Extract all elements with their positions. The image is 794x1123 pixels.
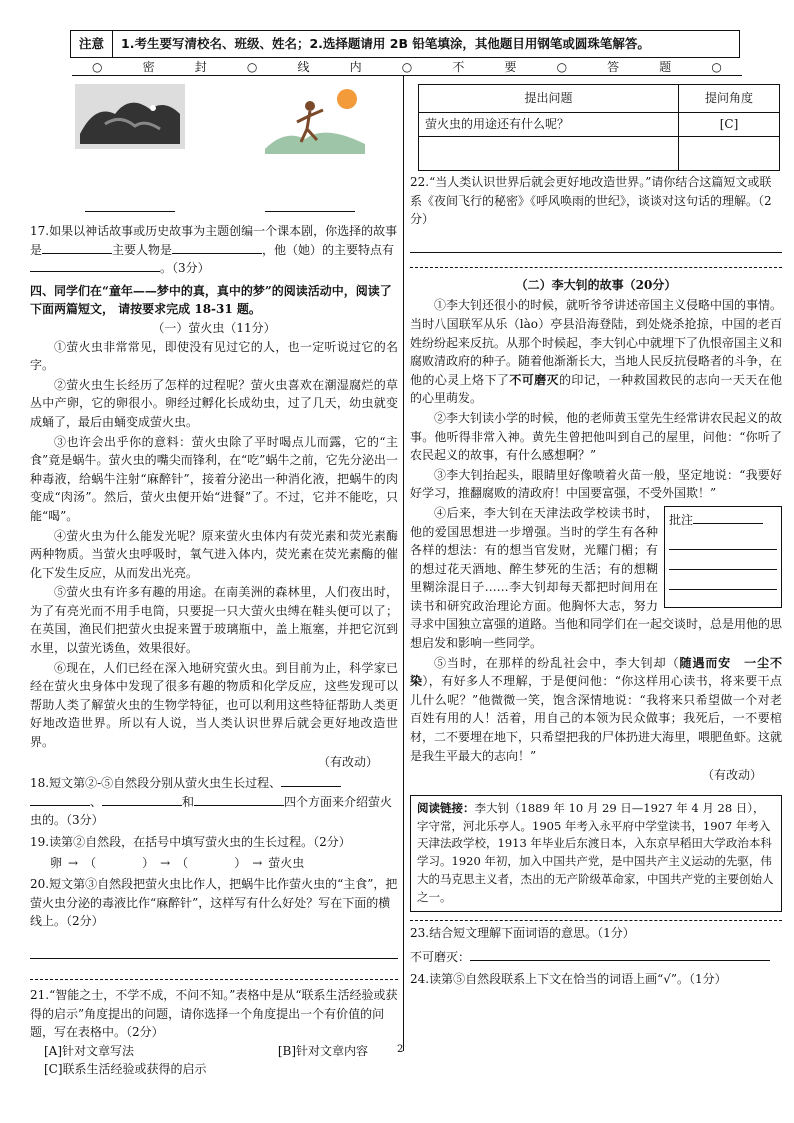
annotation-label: 批注 [669,512,694,527]
q18-text: 18.短文第②-⑤自然段分别从萤火虫生长过程、 [30,776,282,791]
table-header: 提问角度 [679,85,780,113]
seal-mark: ○ [401,60,413,75]
flow-paren: （ [84,855,97,870]
seal-mark: ○ [92,60,103,75]
seal-mark: ○ [711,60,722,75]
q23-word-row [410,948,782,967]
option-a[interactable]: [A]针对文章写法 [44,1043,135,1058]
adapted-note: （有改动） [701,768,762,783]
q18-blank[interactable] [30,793,90,806]
divider-line [30,979,398,980]
q17-text: 主要人物是 [112,242,173,257]
seal-mark: ○ [556,60,568,75]
question-table [418,84,780,171]
question-17 [30,222,398,278]
option-c[interactable]: [C]联系生活经验或获得的启示 [44,1062,207,1077]
annotation-box[interactable] [664,506,782,608]
question-22: 22.“当人类认识世界后就会更好地改造世界。”请你结合这篇短文或联系《夜间飞行的秘密》《呼风唤雨的世纪》，谈谈对这句话的理解。（2分） [410,175,772,227]
flow-paren: ） [142,855,155,870]
seal-char: 密 [142,60,155,75]
table-header: 提出问题 [419,85,679,113]
q21-options [30,1042,398,1061]
q18-blank[interactable] [281,774,341,787]
reading-link-box [410,795,782,912]
seal-char: 答 [607,60,620,75]
reading-link-label: 阅读链接： [417,800,475,815]
question-24: 24.读第⑤自然段联系上下文在恰当的词语上画“√”。（1分） [410,971,727,986]
page-number: 2 [397,1044,404,1055]
q18-text: 四个方面来介绍萤火虫的。（3分） [30,794,393,828]
reading-link-text: 李大钊（1889 年 10 月 29 日—1927 年 4 月 28 日），字守常，河北乐亭人。1905 年考入永平府中学堂读书，1907 年考入天津法政学校，1913 年毕业后东渡日本，入东京早稻田大学政治本科学习。1920 年初，加入中国共产党，是中国共产主义运动的先驱，伟大的马克思主义者，杰出的无产阶级革命家，中国共产党的主要创始人之一。 [417,800,774,904]
firefly-paragraph: ①萤火虫非常常见，即使没有见过它的人，也一定听说过它的名字。 [30,339,398,373]
p1-bold: 不可磨灭 [509,372,559,387]
q23-word: 不可磨灭： [410,950,471,965]
answer-line[interactable] [410,237,782,253]
lidazhao-paragraph: ③李大钊抬起头，眼睛里好像喷着火苗一般，坚定地说：“我要好好学习，推翻腐败的清政府！中国要富强，不受外国欺！” [410,467,782,501]
q17-text: 。（3分） [160,261,210,276]
question-19: 19.读第②自然段，在括号中填写萤火虫的生长过程。（2分） [30,835,351,849]
lidazhao-paragraph [410,296,782,408]
caption-blanks [85,202,355,212]
p5-text: ），有好多人不理解，于是便问他：“你这样用心读书，将来要干点儿什么呢？”他微微一笑，饱含深情地说：“我将来只希望做一个对老百姓有用的人！活着，用自己的本领为民众做事；我死后，一不要棺材，二不要埋在地下，只希望把我的尸体扔进大海里，喂肥鱼虾。这就是我生平最大的志向！” [410,674,783,763]
firefly-paragraph: ③也许会出乎你的意料：萤火虫除了平时喝点儿而露，它的“主食”竟是蜗牛。萤火虫的嘴尖而锋利，在“吃”蜗牛之前，它先分泌出一种毒液，给蜗牛注射“麻醉针”，接着分泌出一种消化液，把蜗牛的肉变成“肉汤”。然后，萤火虫便开始“进餐”了。不过，它并不能吃，只能“喝”。 [30,434,398,523]
seal-line [72,60,742,76]
firefly-paragraph: ⑥现在，人们已经在深入地研究萤火虫。到目前为止，科学家已经在萤火虫身体中发现了很多有趣的物质和化学反应，这些发现可以帮助人类了解萤火虫的生物学特征，也可以利用这些特征帮助人类更好地改造世界。所以有人说，当人类认识世界后就会更好地改造世界。 [30,660,398,750]
flow-firefly: 萤火虫 [268,855,305,870]
seal-char: 要 [504,60,517,75]
growth-flow [50,854,398,873]
q18-text: 、 [90,794,103,809]
q18-blank[interactable] [102,793,182,806]
firefly-paragraph: ④萤火虫为什么能发光呢？原来萤火虫体内有荧光素和荧光素酶两种物质。当萤火虫呼吸时，氧气进入体内，荧光素在荧光素酶的催化下发生反应，从而发出光亮。 [30,528,398,580]
table-cell: 萤火虫的用途还有什么呢？ [419,113,679,137]
dragon-illustration-icon [75,84,185,149]
section-4-title: 四、同学们在“童年——梦中的真，真中的梦”的阅读活动中，阅读了下面两篇短文， 请按要求完成 18-31 题。 [30,283,392,317]
arrow-icon: → [160,855,171,870]
seal-mark: ○ [246,60,258,75]
q23-blank[interactable] [470,948,770,961]
column-divider [403,76,404,1051]
illustrations [75,84,365,204]
flow-egg: 卵 [50,855,63,870]
table-answer-cell[interactable] [679,137,780,171]
q17-text: ，他（她）的主要特点有 [262,242,395,257]
right-column [410,84,782,988]
question-23: 23.结合短文理解下面词语的意思。（1分） [410,925,635,940]
caption-blank[interactable] [85,202,175,212]
question-20: 20.短文第③自然段把萤火虫比作人，把蜗牛比作萤火虫的“主食”，把萤火虫分泌的毒液比作“麻醉针”，这样写有什么好处？写在下面的横线上。（2分） [30,877,398,929]
arrow-icon: → [68,855,79,870]
seal-char: 线 [297,60,310,75]
arrow-icon: → [252,855,263,870]
p1-end: 的印记，一种救国救民的志向一天天在他的心里萌发。 [410,372,782,406]
q17-story-blank[interactable] [42,241,112,254]
flow-paren: （ [176,855,189,870]
seal-char: 题 [659,60,672,75]
caption-blank[interactable] [265,202,355,212]
q17-character-blank[interactable] [172,241,262,254]
firefly-paragraph: ②萤火虫生长经历了怎样的过程呢？萤火虫喜欢在潮湿腐烂的草丛中产卵，它的卵很小。卵经过孵化长成幼虫，过了几天，幼虫就变成蛹了，最后由蛹变成萤火虫。 [30,377,398,429]
annotation-line[interactable] [669,550,777,570]
question-18 [30,774,398,830]
option-b[interactable]: [B]针对文章内容 [277,1043,368,1058]
kuafu-illustration-icon [265,84,365,154]
lidazhao-paragraph: ②李大钊读小学的时候，他的老师黄玉堂先生经常讲农民起义的故事。他听得非常入神。黄先生曾把他叫到自己的屋里，问他：“你听了农民起义的故事，有什么感想啊？” [410,410,783,463]
p5-text: ⑤当时，在那样的纷乱社会中，李大钊却（ [434,655,680,670]
seal-char: 不 [452,60,465,75]
table-cell: [C] [679,113,780,137]
divider-line [410,920,782,921]
divider-line [410,267,782,268]
left-column [30,84,398,1079]
adapted-note: （有改动） [317,754,378,769]
table-answer-cell[interactable] [419,137,679,171]
firefly-paragraph: ⑤萤火虫有许多有趣的用途。在南美洲的森林里，人们夜出时，为了有亮光而不用手电筒，只要捉一只大萤火虫缚在鞋头便可以了；在英国，渔民们把萤火虫捉来置于玻璃瓶中，盖上瓶塞，并把它沉到水里，以萤光诱鱼，效果很好。 [30,585,398,656]
notice-label: 注意 [71,31,113,57]
notice-text: 1.考生要写清校名、班级、姓名；2.选择题请用 2B 铅笔填涂，其他题目用钢笔或圆珠笔解答。 [121,36,650,52]
q18-text: 和 [182,794,195,809]
question-21: 21.“智能之士，不学不成，不问不知。”表格中是从“联系生活经验或获得的启示”角度提出的问题，请你选择一个角度提出一个有价值的问题，写在表格中。（2分） [30,987,398,1040]
q21-options-2 [30,1060,398,1079]
answer-line[interactable] [30,943,398,959]
annotation-blank[interactable] [693,511,763,524]
part1-title: （一）萤火虫（11分） [152,320,276,335]
part2-title: （二）李大钊的故事（20分） [515,277,677,292]
q17-traits-blank[interactable] [30,259,160,272]
annotation-line[interactable] [669,530,777,550]
lidazhao-paragraph [410,654,782,766]
lidazhao-paragraph: ④后来，李大钊在天津法政学校读书时，他的爱国思想进一步增强。当时的学生有各种各样的想法：有的想当官发财，光耀门楣；有的想过花天酒地、醉生梦死的生活；有的想糊里糊涂混日子……李大钊却每天都把时间用在读书和研究政治理论方面。他胸怀大志，努力寻求中国独立富强的道路。当他和同学们在一起交谈时，总是用他的思想启发和影响一些同学。 [410,505,783,651]
p1-text: ①李大钊还很小的时候，就听爷爷讲述帝国主义侵略中国的事情。当时八国联军从乐（lào）亭县沿海登陆，到处烧杀抢掠，中国的老百姓纷纷起来反抗。从那个时候起，李大钊心中就埋下了仇恨帝国主义和腐败清政府的种子。随着他渐渐长大，当地人民反抗侵略者的斗争，在他的心灵上烙下了 [410,298,783,387]
flow-paren: ） [234,855,247,870]
q17-text: 17.如果以神话故事或历史故事为主题创编一个课本剧，你选择的故事是 [30,224,398,257]
q18-blank[interactable] [194,793,284,806]
p5-choice[interactable]: 随遇而安 一尘不染 [410,655,782,689]
annotation-line[interactable] [669,570,777,590]
seal-char: 封 [194,60,207,75]
notice-bar [70,30,740,58]
seal-char: 内 [349,60,362,75]
